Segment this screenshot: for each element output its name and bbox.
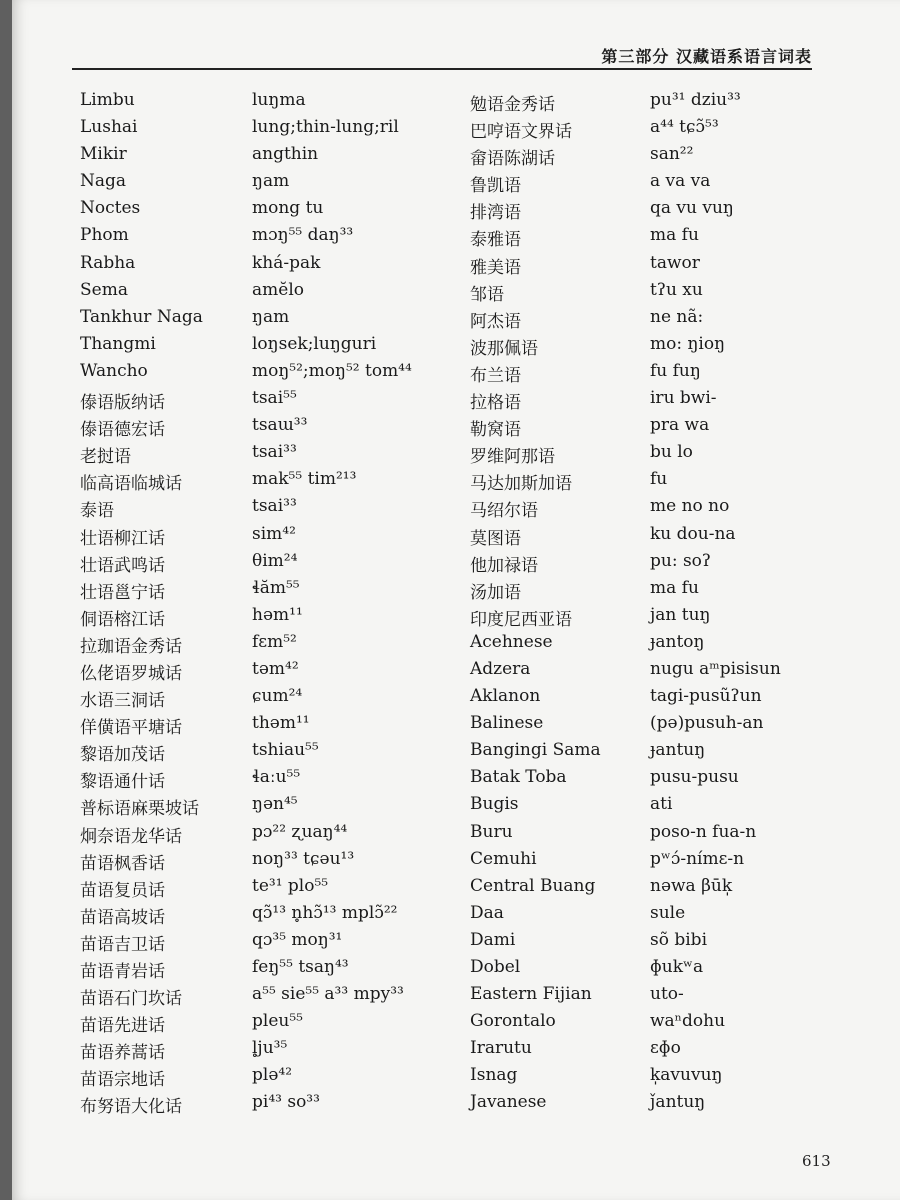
word-list [80,90,860,1120]
word-form-right: fu fuŋ [650,360,701,381]
language-name-left: 苗语枫香话 [80,853,165,874]
word-form-left: ɬaːu⁵⁵ [252,767,301,788]
language-name-left: 泰语 [80,501,114,522]
word-list-row [80,1038,860,1065]
word-form-left: loŋsek;luŋguri [252,333,377,354]
language-name-left: 壮语武鸣话 [80,555,165,576]
language-name-left: Wancho [80,360,148,381]
word-form-left: ŋam [252,171,290,192]
word-form-left: fɛm⁵² [252,631,297,652]
word-form-right: ma fu [650,225,699,246]
word-form-left: ŋam [252,306,290,327]
word-list-row [80,280,860,307]
language-name-left: 傣语德宏话 [80,420,165,441]
word-form-left: mong tu [252,198,324,219]
language-name-right: 汤加语 [470,582,521,603]
language-name-right: Central Buang [470,875,596,896]
word-form-left: mɔŋ⁵⁵ daŋ³³ [252,225,354,246]
word-list-row [80,605,860,632]
language-name-left: 苗语青岩话 [80,962,165,982]
word-form-right: (pə)pusuh-an [650,713,764,734]
language-name-right: 拉格语 [470,393,521,414]
word-form-right: ku dou-na [650,523,736,544]
word-form-left: mak⁵⁵ tim²¹³ [252,469,357,490]
word-form-left: ŋən⁴⁵ [252,794,298,815]
word-form-right: pu³¹ dziu³³ [650,90,741,110]
word-form-left: a⁵⁵ sie⁵⁵ a³³ mpy³³ [252,984,404,1005]
word-form-left: pleu⁵⁵ [252,1011,303,1032]
word-form-left: te³¹ plo⁵⁵ [252,875,329,896]
language-name-right: 罗维阿那语 [470,447,555,468]
language-name-left: Noctes [80,198,141,219]
word-list-row [80,578,860,605]
word-list-row [80,144,860,171]
language-name-right: 马达加斯加语 [470,474,572,495]
language-name-left: 苗语宗地话 [80,1070,165,1091]
language-name-left: 老挝语 [80,447,131,468]
language-name-left: 佯僙语平塘话 [80,718,182,739]
word-form-left: pi⁴³ so³³ [252,1092,320,1113]
word-form-right: fu [650,469,668,490]
word-list-row [80,957,860,984]
word-form-right: ɟantuŋ [650,740,706,761]
word-list-row [80,849,860,876]
word-form-right: pusu-pusu [650,767,739,788]
header-title: 第三部分 汉藏语系语言词表 [601,47,812,66]
word-form-right: qa vu vuŋ [650,198,734,219]
word-list-row [80,822,860,849]
word-form-right: ati [650,794,673,815]
word-form-left: l̥ju³⁵ [252,1038,288,1059]
language-name-left: Limbu [80,90,135,110]
language-name-left: 炯奈语龙华话 [80,826,182,847]
word-form-left: plə⁴² [252,1065,293,1086]
word-list-row [80,1065,860,1092]
word-form-right: tʔu xu [650,279,703,300]
language-name-right: Acehnese [470,631,553,652]
language-name-right: 马绍尔语 [470,501,538,522]
language-name-left: 临高语临城话 [80,474,182,495]
word-form-left: angthin [252,144,319,165]
word-form-left: khá-pak [252,252,321,273]
language-name-right: Dobel [470,957,521,977]
word-list-row [80,984,860,1011]
word-form-right: pra wa [650,415,710,436]
word-form-left: tsai³³ [252,442,297,463]
word-form-right: a va va [650,171,711,192]
language-name-left: Lushai [80,117,138,138]
language-name-right: 勉语金秀话 [470,95,555,115]
language-name-right: Balinese [470,713,544,734]
page-number: 613 [802,1152,831,1170]
word-form-right: poso-n fua-n [650,821,757,842]
language-name-left: 水语三洞话 [80,691,165,712]
language-name-left: 苗语复员话 [80,880,165,901]
language-name-right: 排湾语 [470,203,521,224]
language-name-right: 雅美语 [470,257,521,278]
language-name-right: 勒窝语 [470,420,521,441]
word-form-left: luŋma [252,90,306,110]
language-name-right: 他加禄语 [470,555,538,576]
word-form-left: sim⁴² [252,523,296,544]
word-form-right: k̩avuvuŋ [650,1065,723,1086]
language-name-right: Bangingi Sama [470,740,601,761]
word-form-left: moŋ⁵²;moŋ⁵² tom⁴⁴ [252,360,412,381]
language-name-right: Aklanon [470,686,541,707]
word-list-row [80,171,860,198]
language-name-right: Cemuhi [470,848,537,869]
language-name-right: Eastern Fijian [470,984,592,1005]
word-list-row [80,415,860,442]
word-list-row [80,469,860,496]
word-form-left: θim²⁴ [252,550,298,571]
language-name-left: Thangmi [80,333,156,354]
word-form-right: pʷɔ́-nímɛ-n [650,848,745,869]
language-name-right: 泰雅语 [470,230,521,251]
language-name-left: Phom [80,225,129,246]
language-name-left: 苗语养蒿话 [80,1043,165,1064]
word-form-left: tsai³³ [252,496,297,517]
word-form-left: tsaɯ³³ [252,415,308,436]
word-form-right: ne nã: [650,306,704,327]
language-name-left: 仫佬语罗城话 [80,663,182,684]
word-form-left: amĕlo [252,279,304,300]
word-list-row [80,1092,860,1119]
word-form-right: iru bwi- [650,388,717,409]
word-list-row [80,334,860,361]
language-name-left: 普标语麻栗坡话 [80,799,199,820]
word-form-left: tshiau⁵⁵ [252,740,319,761]
word-form-right: bu lo [650,442,693,463]
word-form-left: ɬăm⁵⁵ [252,577,300,598]
word-form-right: ǰantuŋ [650,1092,706,1113]
word-form-right: tawor [650,252,700,273]
word-list-row [80,740,860,767]
language-name-right: Buru [470,821,513,842]
language-name-right: 印度尼西亚语 [470,609,572,630]
word-list-row [80,90,860,117]
language-name-right: Irarutu [470,1038,532,1059]
language-name-left: 黎语通什话 [80,772,165,793]
word-list-row [80,876,860,903]
word-form-right: pu: soʔ [650,550,712,571]
word-list-row [80,225,860,252]
word-form-left: qɔ³⁵ moŋ³¹ [252,929,343,950]
language-name-left: 黎语加茂话 [80,745,165,766]
language-name-right: Dami [470,929,516,950]
word-list-row [80,388,860,415]
word-list-row [80,496,860,523]
word-list-row [80,794,860,821]
word-list-row [80,551,860,578]
language-name-right: 布兰语 [470,365,521,386]
word-list-row [80,930,860,957]
word-list-row [80,1011,860,1038]
language-name-left: 布努语大化话 [80,1097,182,1118]
word-list-row [80,361,860,388]
word-form-left: qɔ̃¹³ n̥hɔ̃¹³ mplɔ̃²² [252,902,398,923]
word-form-left: təm⁴² [252,658,299,679]
language-name-right: Bugis [470,794,519,815]
word-form-right: me no no [650,496,730,517]
word-form-right: nəwa βūk̩ [650,875,733,896]
word-form-right: jan tuŋ [650,604,711,625]
word-form-right: ma fu [650,577,699,598]
word-form-right: tagi-pusũʔun [650,686,762,707]
language-name-left: 壮语邕宁话 [80,582,165,603]
word-form-right: ɸukʷa [650,957,704,977]
word-form-right: sõ bibi [650,929,708,950]
word-form-right: ɟantoŋ [650,631,705,652]
word-list-row [80,903,860,930]
word-form-left: ɕum²⁴ [252,686,303,707]
word-list-row [80,307,860,334]
language-name-right: 莫图语 [470,528,521,549]
language-name-right: Javanese [470,1092,547,1113]
word-list-row [80,686,860,713]
word-list-row [80,117,860,144]
language-name-left: 壮语柳江话 [80,528,165,549]
language-name-right: Adzera [470,658,531,679]
word-form-right: a⁴⁴ tɕɔ̃⁵³ [650,117,719,138]
language-name-left: Sema [80,279,128,300]
word-list-row [80,767,860,794]
word-list-row [80,442,860,469]
language-name-right: 邹语 [470,284,504,305]
language-name-left: 苗语石门坎话 [80,989,182,1010]
word-form-left: thəm¹¹ [252,713,310,734]
language-name-right: 波那佩语 [470,338,538,359]
language-name-right: Isnag [470,1065,518,1086]
language-name-right: 巴哼语文界话 [470,122,572,143]
language-name-right: Gorontalo [470,1011,556,1032]
language-name-left: 侗语榕江话 [80,609,165,630]
word-list-row [80,524,860,551]
language-name-left: 苗语吉卫话 [80,934,165,955]
word-list-row [80,713,860,740]
language-name-right: Batak Toba [470,767,567,788]
word-form-left: həm¹¹ [252,604,303,625]
language-name-left: 苗语高坡话 [80,907,165,928]
language-name-left: Rabha [80,252,136,273]
language-name-left: 苗语先进话 [80,1016,165,1037]
word-form-right: uto- [650,984,684,1005]
word-form-right: waⁿdohu [650,1011,726,1032]
language-name-right: 阿杰语 [470,311,521,332]
word-form-right: sule [650,902,686,923]
word-form-left: noŋ³³ tɕəu¹³ [252,848,355,869]
word-list-row [80,198,860,225]
word-list-row [80,632,860,659]
word-form-left: lung;thin-lung;ril [252,117,399,138]
word-form-right: san²² [650,144,694,165]
word-form-right: ɛɸo [650,1038,681,1059]
word-form-left: pɔ²² ʐuaŋ⁴⁴ [252,821,348,842]
language-name-left: Tankhur Naga [80,306,203,327]
word-form-right: mo: ŋioŋ [650,333,726,354]
word-form-left: feŋ⁵⁵ tsaŋ⁴³ [252,957,349,977]
language-name-right: 鲁凯语 [470,176,521,197]
language-name-left: Mikir [80,144,127,165]
language-name-right: Daa [470,902,504,923]
word-list-row [80,659,860,686]
word-form-left: tsai⁵⁵ [252,388,297,409]
language-name-left: Naga [80,171,127,192]
word-form-right: nugu aᵐpisisun [650,658,781,679]
running-header [72,44,812,70]
language-name-left: 傣语版纳话 [80,393,165,414]
book-page [12,0,900,1200]
word-list-row [80,253,860,280]
language-name-right: 畲语陈湖话 [470,149,555,170]
language-name-left: 拉珈语金秀话 [80,636,182,657]
